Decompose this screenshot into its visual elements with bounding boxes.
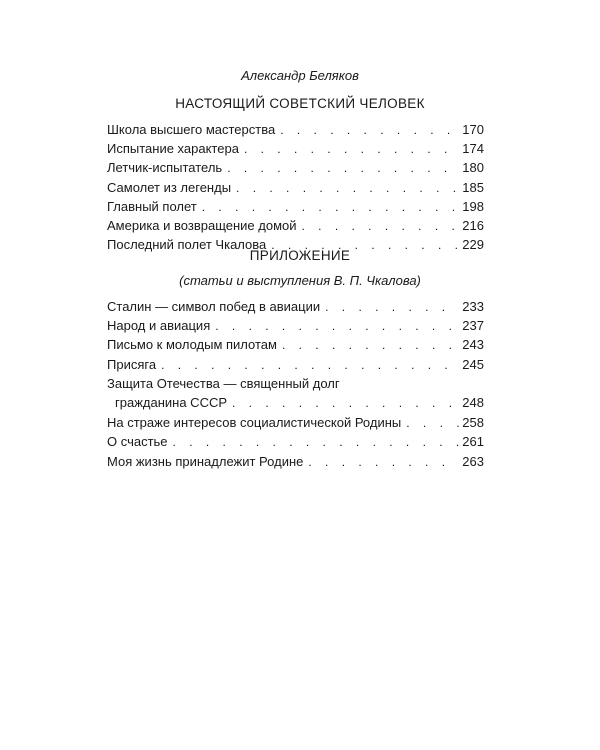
toc-entry-page: 237	[462, 318, 484, 334]
dot-leader	[227, 159, 459, 178]
appendix-subtitle: (статьи и выступления В. П. Чкалова)	[179, 273, 421, 288]
toc-entry-title: Моя жизнь принадлежит Родине	[107, 453, 304, 469]
toc-entry-page: 263	[462, 453, 484, 469]
toc-entry-title: Америка и возвращение домой	[107, 217, 297, 233]
toc-entry-title: Главный полет	[107, 198, 197, 214]
toc-entry	[107, 297, 484, 316]
toc-entry-title: Летчик-испытатель	[107, 160, 223, 176]
toc-entry	[107, 374, 484, 413]
toc-entry-title: Испытание характера	[107, 141, 239, 157]
toc-entry-page: 248	[462, 394, 484, 410]
dot-leader	[215, 317, 459, 336]
toc-entry-page: 185	[462, 179, 484, 195]
dot-leader	[308, 453, 459, 472]
part-toc-list	[107, 120, 484, 254]
toc-entry-title: Присяга	[107, 356, 157, 372]
toc-entry-page: 233	[462, 299, 484, 314]
toc-entry-page: 229	[462, 237, 484, 253]
dot-leader	[280, 121, 459, 140]
toc-entry	[107, 316, 484, 335]
toc-entry-title: Последний полет Чкалова	[107, 237, 267, 253]
toc-entry-page: 216	[462, 217, 484, 233]
toc-entry-title: На страже интересов социалистической Родины	[107, 415, 402, 431]
toc-entry	[107, 413, 484, 432]
toc-entry-title: Сталин — символ побед в авиации	[107, 299, 321, 314]
toc-entry	[107, 355, 484, 374]
toc-entry	[107, 178, 484, 197]
appendix-title: ПРИЛОЖЕНИЕ	[249, 248, 351, 263]
toc-entry	[107, 216, 484, 235]
dot-leader	[282, 336, 459, 355]
dot-leader	[406, 414, 459, 433]
dot-leader	[302, 217, 460, 236]
toc-entry-title: Письмо к молодым пилотам	[107, 337, 277, 353]
toc-entry-title: Народ и авиация	[107, 318, 211, 334]
toc-entry-title: Самолет из легенды	[107, 179, 232, 195]
toc-entry-page: 198	[462, 198, 484, 214]
dot-leader	[244, 140, 459, 159]
author-name: Александр Беляков	[241, 68, 359, 83]
toc-entry-title-line2: гражданина СССР	[115, 394, 228, 410]
toc-entry	[107, 432, 484, 451]
dot-leader	[173, 433, 460, 452]
toc-entry-page: 245	[462, 356, 484, 372]
toc-entry-page: 174	[462, 141, 484, 157]
appendix-toc-list	[107, 297, 484, 471]
toc-entry	[107, 120, 484, 139]
toc-entry	[107, 452, 484, 471]
dot-leader	[202, 198, 460, 217]
toc-entry-continuation	[107, 393, 484, 413]
part-title: НАСТОЯЩИЙ СОВЕТСКИЙ ЧЕЛОВЕК	[175, 96, 425, 111]
toc-entry	[107, 158, 484, 177]
toc-entry	[107, 139, 484, 158]
toc-entry-page: 243	[462, 337, 484, 353]
toc-entry-page: 258	[462, 415, 484, 431]
toc-entry-title: О счастье	[107, 434, 168, 450]
dot-leader	[236, 179, 459, 198]
dot-leader	[232, 394, 459, 413]
toc-entry-page: 180	[462, 160, 484, 176]
toc-entry-page: 170	[462, 122, 484, 137]
dot-leader	[325, 298, 459, 317]
toc-entry	[107, 197, 484, 216]
toc-entry	[107, 335, 484, 354]
toc-entry-title-line1: Защита Отечества — священный долг	[107, 375, 340, 391]
dot-leader	[161, 356, 459, 375]
toc-entry-page: 261	[462, 434, 484, 450]
toc-entry-title: Школа высшего мастерства	[107, 122, 276, 137]
